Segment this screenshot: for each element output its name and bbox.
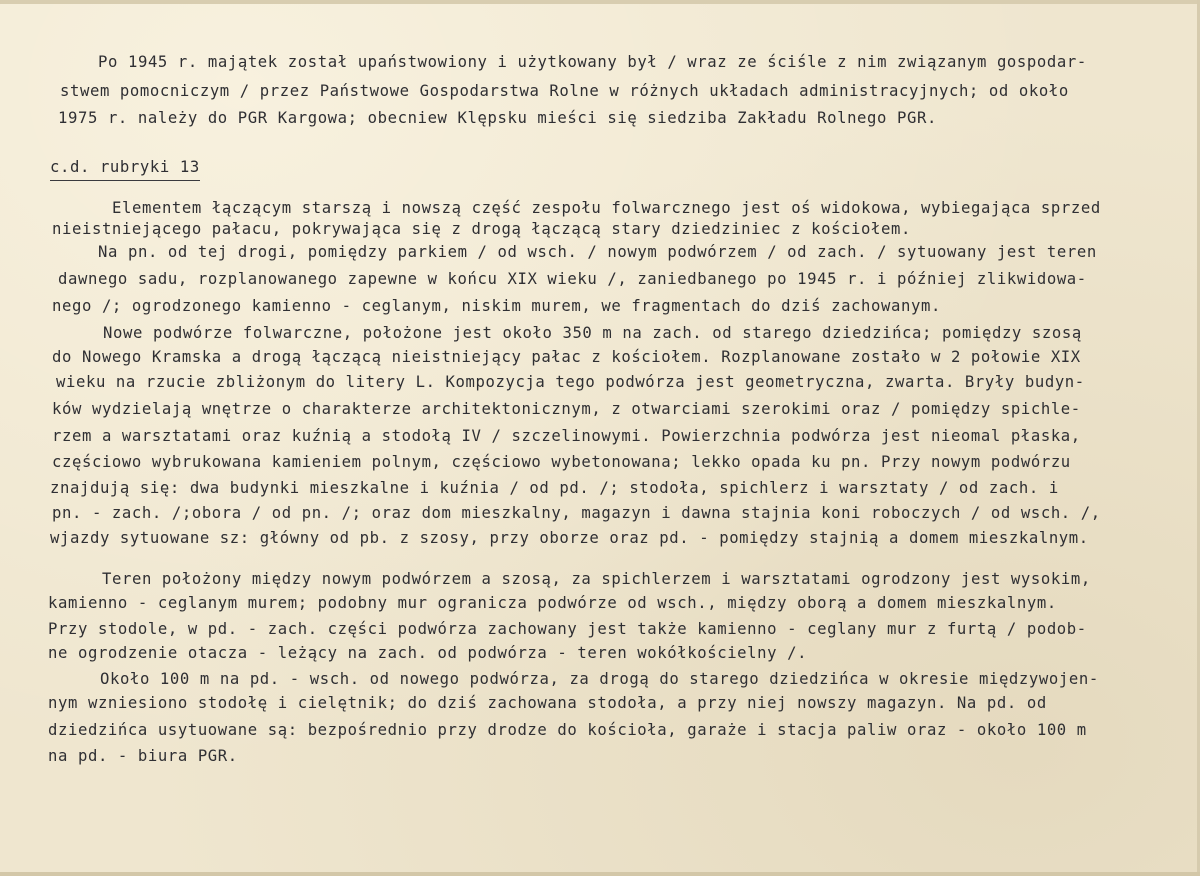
body-line: ne ogrodzenie otacza - leżący na zach. od podwórza - teren wokółkościelny /.	[48, 644, 808, 662]
body-line: dawnego sadu, rozplanowanego zapewne w końcu XIX wieku /, zaniedbanego po 1945 r. i później zlikwidowa-	[58, 270, 1087, 288]
body-line: nym wzniesiono stodołę i cielętnik; do dziś zachowana stodoła, a przy niej nowszy magazyn. Na pd. od	[48, 694, 1047, 712]
body-line: Nowe podwórze folwarczne, położone jest około 350 m na zach. od starego dziedzińca; pomiędzy szosą	[103, 324, 1082, 342]
body-line: Około 100 m na pd. - wsch. od nowego podwórza, za drogą do starego dziedzińca w okresie międzywojen-	[100, 670, 1099, 688]
body-line: pn. - zach. /;obora / od pn. /; oraz dom mieszkalny, magazyn i dawna stajnia koni roboczych / od wsch. /,	[52, 504, 1101, 522]
body-line: nieistniejącego pałacu, pokrywająca się z drogą łączącą stary dziedziniec z kościołem.	[52, 220, 911, 238]
body-line: wieku na rzucie zbliżonym do litery L. Kompozycja tego podwórza jest geometryczna, zwarta. Bryły budyn-	[56, 373, 1085, 391]
body-line: ków wydzielają wnętrze o charakterze architektonicznym, z otwarciami szerokimi oraz / pomiędzy spichle-	[52, 400, 1081, 418]
body-line: znajdują się: dwa budynki mieszkalne i kuźnia / od pd. /; stodoła, spichlerz i warsztaty / od zach. i	[50, 479, 1059, 497]
body-line: na pd. - biura PGR.	[48, 747, 238, 765]
intro-line: Po 1945 r. majątek został upaństwowiony i użytkowany był / wraz ze ściśle z nim związanym gospodar-	[98, 53, 1087, 71]
body-line: Na pn. od tej drogi, pomiędzy parkiem / od wsch. / nowym podwórzem / od zach. / sytuowany jest teren	[98, 243, 1097, 261]
body-line: nego /; ogrodzonego kamienno - ceglanym, niskim murem, we fragmentach do dziś zachowanym.	[52, 297, 941, 315]
body-line: Przy stodole, w pd. - zach. części podwórza zachowany jest także kamienno - ceglany mur z furtą / podob-	[48, 620, 1087, 638]
body-line: częściowo wybrukowana kamieniem polnym, częściowo wybetonowana; lekko opada ku pn. Przy nowym podwórzu	[52, 453, 1071, 471]
intro-line: 1975 r. należy do PGR Kargowa; obecniew Klępsku mieści się siedziba Zakładu Rolnego PGR.	[58, 109, 937, 127]
body-line: kamienno - ceglanym murem; podobny mur ogranicza podwórze od wsch., między oborą a domem mieszkalnym.	[48, 594, 1057, 612]
body-line: dziedzińca usytuowane są: bezpośrednio przy drodze do kościoła, garaże i stacja paliw oraz - około 100 m	[48, 721, 1087, 739]
intro-line: stwem pomocniczym / przez Państwowe Gospodarstwa Rolne w różnych układach administracyjnych; od około	[60, 82, 1069, 100]
body-line: wjazdy sytuowane sz: główny od pb. z szosy, przy oborze oraz pd. - pomiędzy stajnią a domem mieszkalnym.	[50, 529, 1089, 547]
body-line: Teren położony między nowym podwórzem a szosą, za spichlerzem i warsztatami ogrodzony jest wysokim,	[102, 570, 1091, 588]
paper-edge-top	[0, 0, 1200, 4]
body-line: Elementem łączącym starszą i nowszą część zespołu folwarcznego jest oś widokowa, wybiegająca sprzed	[112, 199, 1101, 217]
section-heading: c.d. rubryki 13	[50, 157, 200, 181]
body-line: do Nowego Kramska a drogą łączącą nieistniejący pałac z kościołem. Rozplanowane zostało w 2 połowie XIX	[52, 348, 1081, 366]
body-line: rzem a warsztatami oraz kuźnią a stodołą IV / szczelinowymi. Powierzchnia podwórza jest nieomal płaska,	[52, 427, 1081, 445]
paper-edge-bottom	[0, 872, 1200, 876]
